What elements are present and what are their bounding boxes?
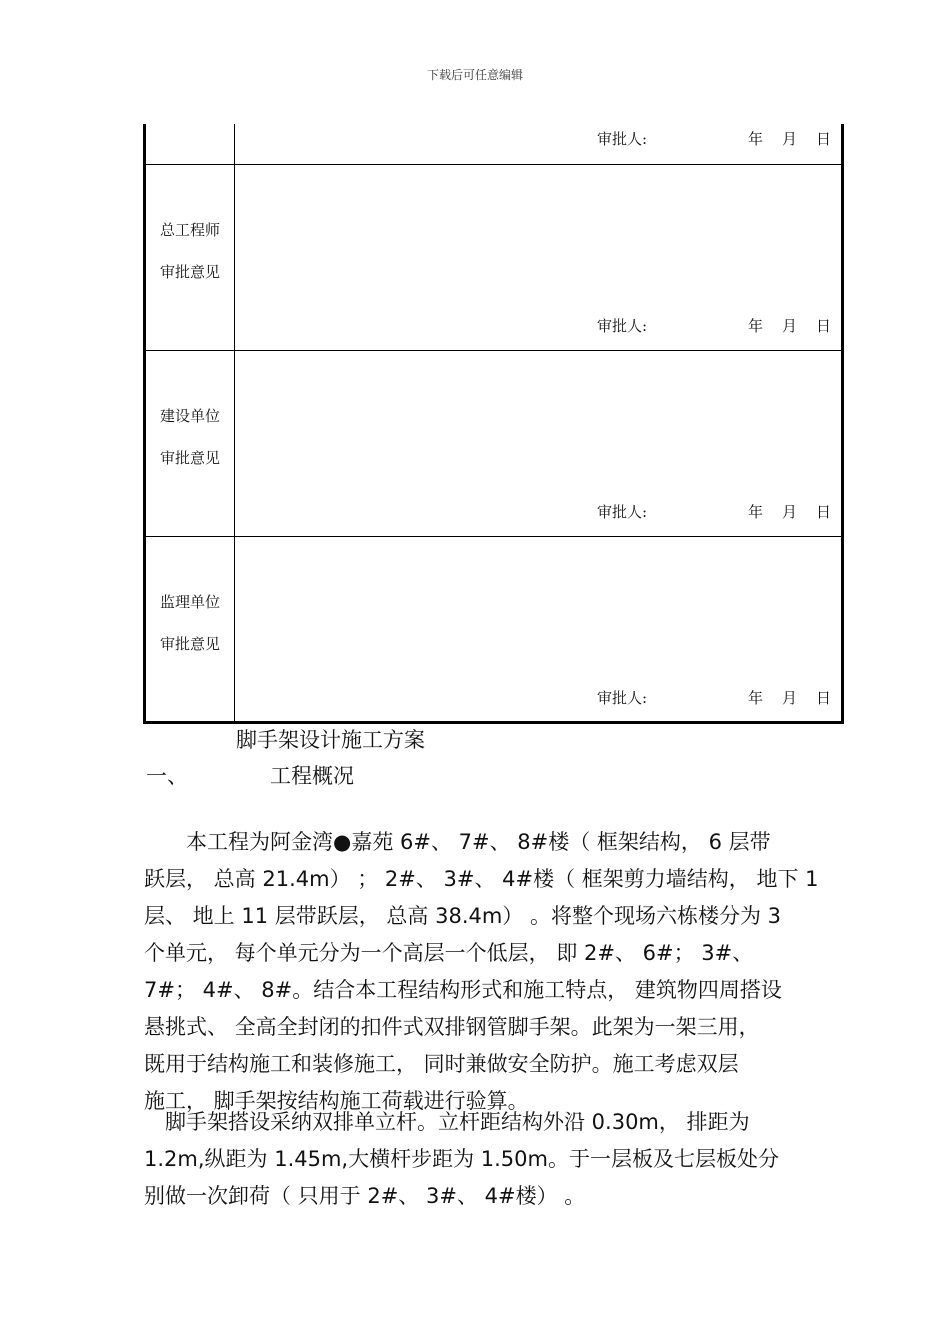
- paragraph-line: 悬挑式、 全高全封闭的扣件式双排钢管脚手架。此架为一架三用，: [144, 1015, 760, 1039]
- paragraph-line: 1.2m,纵距为 1.45m,大横杆步距为 1.50m。于一层板及七层板处分: [144, 1147, 779, 1171]
- row-label-line2: 审批意见: [159, 262, 220, 281]
- paragraph-line: 个单元， 每个单元分为一个高层一个低层， 即 2#、 6#； 3#、: [144, 941, 754, 965]
- header-note: 下载后可任意编辑: [426, 68, 523, 82]
- approver-label: 审批人:: [596, 502, 647, 521]
- opinion-cell: [235, 164, 843, 350]
- year-label: 年: [747, 316, 763, 335]
- section-title: 工程概况: [270, 764, 354, 788]
- month-label: 月: [781, 688, 797, 707]
- paragraph-overview: [144, 824, 824, 1120]
- day-label: 日: [815, 130, 831, 148]
- paragraph-scaffold: [144, 1104, 824, 1215]
- opinion-cell: [235, 124, 843, 164]
- approver-label: 审批人:: [596, 688, 647, 707]
- month-label: 月: [781, 316, 797, 335]
- paragraph-line: 层、 地上 11 层带跃层， 总高 38.4m） 。将整个现场六栋楼分为 3: [144, 904, 782, 928]
- row-label-line1: 监理单位: [159, 592, 220, 611]
- year-label: 年: [747, 130, 763, 148]
- opinion-cell: [235, 536, 843, 722]
- paragraph-line: 别做一次卸荷（ 只用于 2#、 3#、 4#楼） 。: [144, 1184, 586, 1208]
- paragraph-line: 施工， 脚手架按结构施工荷载进行验算。: [144, 1089, 529, 1113]
- row-label-cell: [145, 164, 235, 350]
- paragraph-line: 本工程为阿金湾●嘉苑 6#、 7#、 8#楼（ 框架结构， 6 层带: [144, 830, 771, 854]
- row-label-line2: 审批意见: [159, 634, 220, 653]
- approver-label: 审批人:: [596, 130, 647, 148]
- section-number: 一、: [146, 764, 188, 788]
- paragraph-line: 既用于结构施工和装修施工， 同时兼做安全防护。施工考虑双层: [144, 1052, 739, 1076]
- row-label-cell: [145, 350, 235, 536]
- month-label: 月: [781, 130, 797, 148]
- approval-table: [143, 124, 844, 724]
- approval-row: [145, 164, 843, 350]
- day-label: 日: [815, 688, 831, 707]
- day-label: 日: [815, 316, 831, 335]
- paragraph-line: 跃层， 总高 21.4m） ； 2#、 3#、 4#楼（ 框架剪力墙结构， 地下 1: [144, 867, 819, 891]
- approval-row: [145, 124, 843, 164]
- row-label-line1: 建设单位: [159, 406, 220, 425]
- document-title: 脚手架设计施工方案: [236, 728, 425, 752]
- month-label: 月: [781, 502, 797, 521]
- approver-label: 审批人:: [596, 316, 647, 335]
- paragraph-line: 7#； 4#、 8#。结合本工程结构形式和施工特点， 建筑物四周搭设: [144, 978, 782, 1002]
- row-label-cell: [145, 536, 235, 722]
- year-label: 年: [747, 688, 763, 707]
- paragraph-line: 脚手架搭设采纳双排单立杆。立杆距结构外沿 0.30m， 排距为: [144, 1110, 750, 1134]
- approval-row: [145, 536, 843, 722]
- row-label-cell: [145, 124, 235, 164]
- row-label-line2: 审批意见: [159, 448, 220, 467]
- year-label: 年: [747, 502, 763, 521]
- opinion-cell: [235, 350, 843, 536]
- approval-row: [145, 350, 843, 536]
- row-label-line1: 总工程师: [159, 220, 220, 239]
- day-label: 日: [815, 502, 831, 521]
